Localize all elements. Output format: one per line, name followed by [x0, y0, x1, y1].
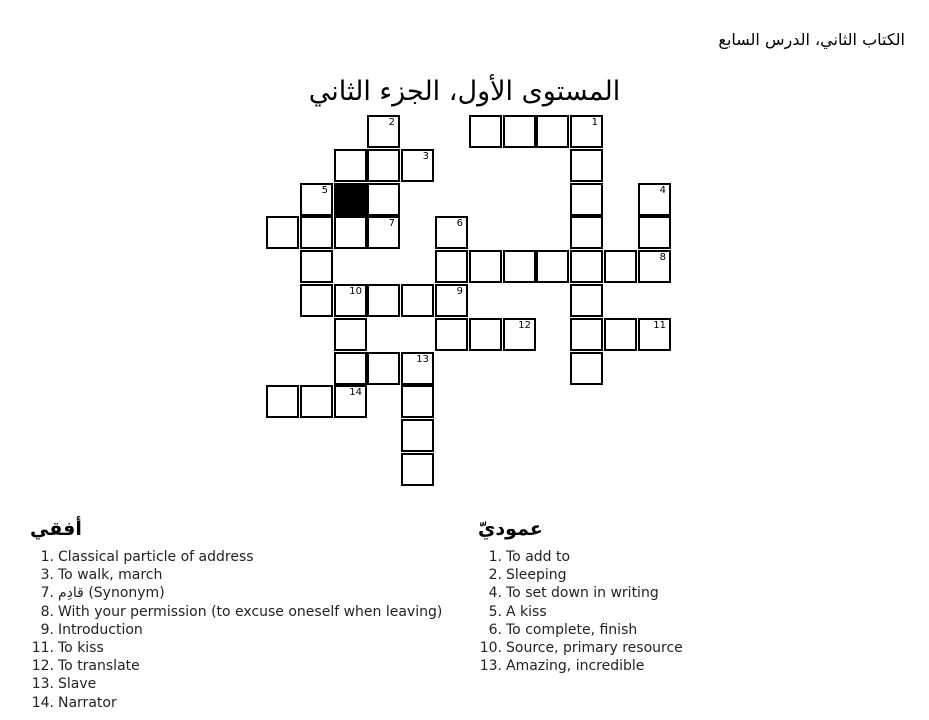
across-clue [30, 603, 442, 621]
clue-number: 14. [31, 694, 54, 711]
across-clue [30, 621, 442, 639]
clue-text: To set down in writing [506, 585, 659, 602]
crossword-cell[interactable] [469, 115, 502, 148]
crossword-cell[interactable] [367, 216, 400, 249]
clue-number: 4 [659, 185, 666, 196]
page-title: المستوى الأول، الجزء الثاني [308, 76, 621, 107]
crossword-cell[interactable] [570, 183, 603, 216]
across-heading: أفقي [30, 518, 82, 540]
crossword-cell[interactable] [401, 284, 434, 317]
clue-text: Amazing, incredible [506, 658, 645, 675]
crossword-cell[interactable] [300, 250, 333, 283]
crossword-cell[interactable] [367, 352, 400, 385]
crossword-cell[interactable] [638, 216, 671, 249]
crossword-cell[interactable] [334, 284, 367, 317]
crossword-cell[interactable] [334, 385, 367, 418]
clue-number: 7. [40, 585, 54, 602]
clue-text: With your permission (to excuse oneself when leaving) [58, 603, 443, 620]
clue-text: To kiss [58, 640, 104, 657]
clue-text: To add to [506, 549, 571, 565]
crossword-cell[interactable] [503, 318, 536, 351]
crossword-cell[interactable] [367, 284, 400, 317]
clue-number: 2. [488, 567, 502, 584]
crossword-cell[interactable] [367, 115, 400, 148]
clue-number: 3. [40, 567, 54, 584]
crossword-cell[interactable] [536, 250, 569, 283]
crossword-cell[interactable] [638, 183, 671, 216]
crossword-cell[interactable] [570, 149, 603, 182]
across-clue [30, 566, 442, 584]
down-clue [478, 548, 683, 566]
clue-number: 11. [31, 640, 54, 657]
clue-text: To translate [58, 658, 140, 675]
crossword-cell[interactable] [570, 318, 603, 351]
clue-number: 9 [456, 286, 463, 297]
clue-number: 5 [321, 185, 328, 196]
crossword-cell[interactable] [401, 352, 434, 385]
crossword-cell[interactable] [570, 216, 603, 249]
clue-text: Source, primary resource [506, 640, 683, 657]
clue-text: To walk, march [58, 567, 163, 584]
clue-number: 1. [488, 549, 502, 565]
clue-number: 9. [40, 621, 54, 638]
clue-text: Slave [58, 676, 97, 693]
crossword-cell[interactable] [334, 216, 367, 249]
clue-number: 1. [40, 549, 54, 565]
clue-number: 12 [518, 320, 531, 331]
clue-text: Introduction [58, 621, 143, 638]
down-heading: عموديّ [478, 518, 543, 540]
clue-text: قادِم (Synonym) [58, 585, 165, 602]
book-lesson-header: الكتاب الثاني، الدرس السابع [718, 30, 905, 49]
crossword-cell[interactable] [300, 183, 333, 216]
down-clue-list [478, 548, 683, 675]
crossword-cell[interactable] [266, 216, 299, 249]
clue-number: 11 [653, 320, 666, 331]
clue-number: 5. [488, 603, 502, 620]
crossword-cell[interactable] [435, 216, 468, 249]
crossword-cell[interactable] [604, 318, 637, 351]
clue-number: 12. [31, 658, 54, 675]
clue-number: 13 [416, 354, 429, 365]
down-clue [478, 584, 683, 602]
down-clue [478, 621, 683, 639]
clue-number: 13. [31, 676, 54, 693]
crossword-cell[interactable] [435, 250, 468, 283]
crossword-cell[interactable] [570, 352, 603, 385]
crossword-cell[interactable] [367, 149, 400, 182]
clue-text: Narrator [58, 694, 117, 711]
crossword-cell[interactable] [334, 318, 367, 351]
clue-number: 2 [388, 117, 395, 128]
clue-number: 3 [422, 151, 429, 162]
crossword-cell[interactable] [300, 284, 333, 317]
crossword-cell[interactable] [503, 115, 536, 148]
crossword-cell[interactable] [435, 284, 468, 317]
down-clue [478, 603, 683, 621]
crossword-cell[interactable] [570, 115, 603, 148]
clue-number: 14 [349, 387, 362, 398]
crossword-cell[interactable] [536, 115, 569, 148]
crossword-cell[interactable] [266, 385, 299, 418]
crossword-cell[interactable] [300, 385, 333, 418]
down-clue [478, 639, 683, 657]
crossword-cell[interactable] [401, 453, 434, 486]
crossword-cell[interactable] [367, 183, 400, 216]
clue-text: Sleeping [506, 567, 567, 584]
crossword-cell[interactable] [638, 318, 671, 351]
crossword-cell[interactable] [435, 318, 468, 351]
crossword-cell[interactable] [334, 352, 367, 385]
clue-number: 7 [388, 218, 395, 229]
clue-number: 6. [488, 621, 502, 638]
down-clue [478, 657, 683, 675]
crossword-cell[interactable] [604, 250, 637, 283]
clue-number: 13. [479, 658, 502, 675]
crossword-cell[interactable] [570, 284, 603, 317]
crossword-cell[interactable] [401, 149, 434, 182]
clue-number: 10 [349, 286, 362, 297]
crossword-black-cell [334, 183, 367, 216]
across-clue [30, 675, 442, 693]
clue-number: 8 [659, 252, 666, 263]
clue-number: 6 [456, 218, 463, 229]
crossword-cell[interactable] [503, 250, 536, 283]
clue-text: A kiss [506, 603, 547, 620]
clue-text: Classical particle of address [58, 549, 254, 565]
clue-text: To complete, finish [506, 621, 638, 638]
across-clue [30, 694, 442, 712]
clue-number: 1 [591, 117, 598, 128]
crossword-cell[interactable] [334, 149, 367, 182]
across-clue [30, 657, 442, 675]
crossword-cell[interactable] [401, 385, 434, 418]
crossword-cell[interactable] [570, 250, 603, 283]
across-clue [30, 584, 442, 602]
across-clue [30, 548, 442, 566]
across-clue-list [30, 548, 442, 712]
clue-number: 4. [488, 585, 502, 602]
crossword-cell[interactable] [300, 216, 333, 249]
clue-number: 10. [479, 640, 502, 657]
crossword-cell[interactable] [401, 419, 434, 452]
clue-number: 8. [40, 603, 54, 620]
crossword-cell[interactable] [469, 318, 502, 351]
crossword-cell[interactable] [469, 250, 502, 283]
crossword-cell[interactable] [638, 250, 671, 283]
down-clue [478, 566, 683, 584]
across-clue [30, 639, 442, 657]
